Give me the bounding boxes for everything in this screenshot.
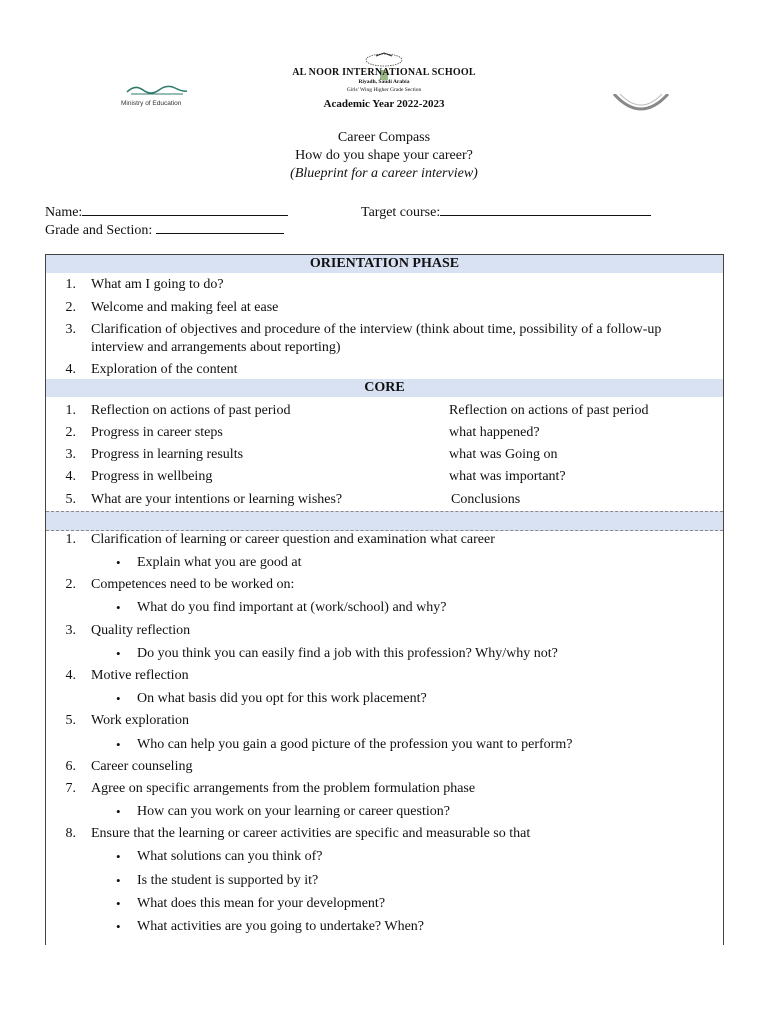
document-title: Career Compass: [337, 130, 431, 145]
name-field[interactable]: [45, 202, 288, 221]
target-course-label: Target course:: [361, 205, 441, 220]
list-number: 7.: [65, 781, 76, 796]
list-item: What am I going to do?: [91, 277, 224, 292]
bullet: •: [116, 600, 121, 615]
list-number: 2.: [65, 425, 76, 440]
list-item: Quality reflection: [91, 623, 191, 638]
list-item: Exploration of the content: [91, 362, 238, 377]
grade-section-blank[interactable]: [156, 220, 284, 234]
list-number: 3.: [65, 447, 76, 462]
sub-item: On what basis did you opt for this work placement?: [137, 691, 427, 706]
school-location: Riyadh, Saudi Arabia: [358, 79, 410, 85]
core-item-left: Reflection on actions of past period: [91, 403, 291, 418]
core-item-right: what was important?: [449, 469, 566, 484]
core-item-left: Progress in career steps: [91, 425, 223, 440]
ministry-label: Ministry of Education: [121, 100, 182, 107]
problem-phase-band: [46, 511, 723, 531]
list-number: 2.: [65, 577, 76, 592]
core-item-right: what happened?: [449, 425, 540, 440]
sub-item: What solutions can you think of?: [137, 849, 323, 864]
list-number: 4.: [65, 362, 76, 377]
list-item: Welcome and making feel at ease: [91, 300, 279, 315]
school-name: AL NOOR INTERNATIONAL SCHOOL: [292, 67, 476, 78]
sub-item: Who can help you gain a good picture of the profession you want to perform?: [137, 737, 573, 752]
bullet: •: [116, 804, 121, 819]
core-item-left: Progress in wellbeing: [91, 469, 213, 484]
core-item-left: What are your intentions or learning wishes?: [91, 492, 343, 507]
list-item: Career counseling: [91, 759, 193, 774]
core-heading: CORE: [46, 379, 723, 397]
target-course-field[interactable]: [361, 202, 651, 221]
list-number: 2.: [65, 300, 76, 315]
list-number: 4.: [65, 469, 76, 484]
sub-item: Is the student is supported by it?: [137, 873, 319, 888]
bullet: •: [116, 555, 121, 570]
bullet: •: [116, 873, 121, 888]
sub-item: What do you find important at (work/school) and why?: [137, 600, 447, 615]
sub-item: Explain what you are good at: [137, 555, 302, 570]
bullet: •: [116, 896, 121, 911]
core-item-right: Conclusions: [451, 492, 521, 507]
core-item-right: what was Going on: [449, 447, 558, 462]
bullet: •: [116, 919, 121, 934]
list-number: 5.: [65, 713, 76, 728]
academic-year: Academic Year 2022-2023: [323, 98, 445, 110]
list-item: Work exploration: [91, 713, 190, 728]
name-label: Name:: [45, 205, 83, 220]
orientation-heading: ORIENTATION PHASE: [46, 255, 723, 273]
core-item-left: Progress in learning results: [91, 447, 244, 462]
sub-item: What activities are you going to undertake? When?: [137, 919, 425, 934]
sub-item: Do you think you can easily find a job with this profession? Why/why not?: [137, 646, 558, 661]
list-item: Competences need to be worked on:: [91, 577, 295, 592]
document-caption: (Blueprint for a career interview): [290, 166, 478, 181]
name-blank[interactable]: [82, 202, 288, 216]
interview-table: [45, 254, 724, 945]
list-number: 4.: [65, 668, 76, 683]
list-item-continued: interview and arrangements about reporting): [91, 340, 341, 355]
list-number: 6.: [65, 759, 76, 774]
bullet: •: [116, 737, 121, 752]
list-item: Ensure that the learning or career activities are specific and measurable so that: [91, 826, 531, 841]
list-number: 3.: [65, 623, 76, 638]
bullet: •: [116, 646, 121, 661]
list-number: 8.: [65, 826, 76, 841]
list-item: Clarification of learning or career question and examination what career: [91, 532, 495, 547]
sub-item: What does this mean for your development?: [137, 896, 386, 911]
list-number: 3.: [65, 322, 76, 337]
list-item: Motive reflection: [91, 668, 189, 683]
target-course-blank[interactable]: [440, 202, 651, 216]
list-item: Clarification of objectives and procedure of the interview (think about time, possibility of a follow-up: [91, 322, 662, 337]
bullet: •: [116, 691, 121, 706]
list-number: 1.: [65, 532, 76, 547]
sub-item: How can you work on your learning or career question?: [137, 804, 450, 819]
grade-section-label: Grade and Section:: [45, 223, 153, 238]
list-number: 1.: [65, 277, 76, 292]
document-subtitle: How do you shape your career?: [295, 148, 473, 163]
bullet: •: [116, 849, 121, 864]
grade-section-field[interactable]: [45, 220, 284, 239]
core-item-right: Reflection on actions of past period: [449, 403, 649, 418]
school-section: Girls' Wing Higher Grade Section: [346, 87, 422, 93]
list-item: Agree on specific arrangements from the problem formulation phase: [91, 781, 476, 796]
list-number: 5.: [65, 492, 76, 507]
list-number: 1.: [65, 403, 76, 418]
